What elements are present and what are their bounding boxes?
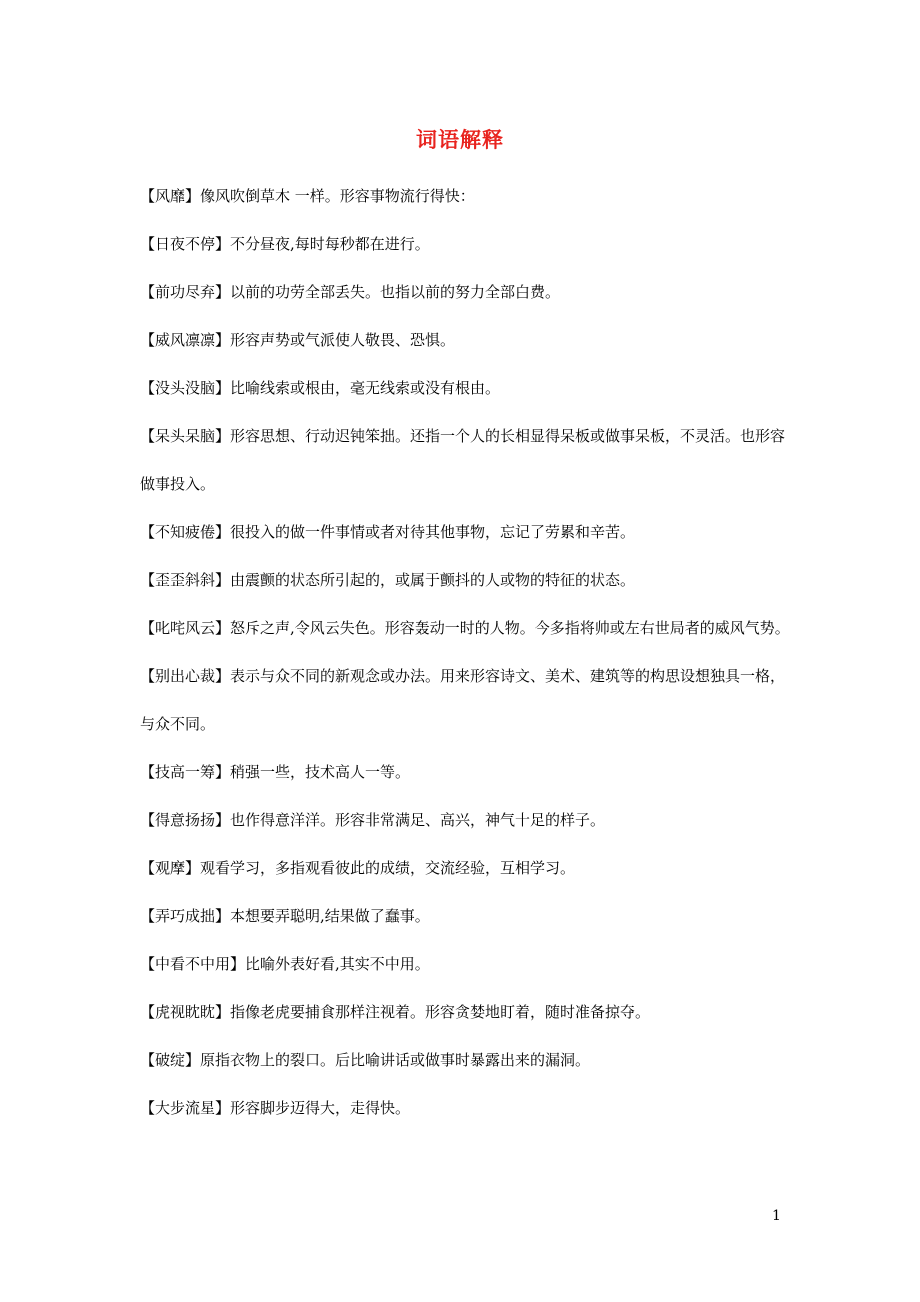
- page-title: 词语解释: [416, 127, 504, 152]
- glossary-entry: 【没头没脑】比喻线索或根由，毫无线索或没有根由。: [140, 379, 501, 397]
- glossary-entry: 【威风凛凛】形容声势或气派使人敬畏、恐惧。: [140, 331, 456, 349]
- glossary-entry: 【前功尽弃】以前的功劳全部丢失。也指以前的努力全部白费。: [140, 283, 561, 301]
- glossary-entry: 【叱咤风云】怒斥之声,令风云失色。形容轰动一时的人物。今多指将帅或左右世局者的威风气势。: [140, 619, 790, 637]
- glossary-entry: 【技高一筹】稍强一些，技术高人一等。: [140, 763, 411, 781]
- glossary-entry: 【日夜不停】不分昼夜,每时每秒都在进行。: [140, 235, 430, 253]
- glossary-entry: 【呆头呆脑】形容思想、行动迟钝笨拙。还指一个人的长相显得呆板或做事呆板，不灵活。也形容做事投入。: [140, 427, 786, 493]
- glossary-entry: 【观摩】观看学习，多指观看彼此的成绩，交流经验，互相学习。: [140, 859, 576, 877]
- glossary-entry: 【得意扬扬】也作得意洋洋。形容非常满足、高兴，神气十足的样子。: [140, 811, 606, 829]
- glossary-entry: 【中看不中用】比喻外表好看,其实不中用。: [140, 955, 430, 973]
- glossary-entry: 【大步流星】形容脚步迈得大，走得快。: [140, 1099, 411, 1117]
- glossary-entry: 【破绽】原指衣物上的裂口。后比喻讲话或做事时暴露出来的漏洞。: [140, 1051, 591, 1069]
- glossary-entry: 【不知疲倦】很投入的做一件事情或者对待其他事物，忘记了劳累和辛苦。: [140, 523, 636, 541]
- page-number: 1: [772, 1208, 781, 1224]
- glossary-entry: 【虎视眈眈】指像老虎要捕食那样注视着。形容贪婪地盯着，随时准备掠夺。: [140, 1003, 651, 1021]
- glossary-entry: 【别出心裁】表示与众不同的新观念或办法。用来形容诗文、美术、建筑等的构思设想独具一格，与众不同。: [140, 667, 786, 733]
- glossary-list: [140, 172, 790, 1132]
- glossary-entry: 【风靡】像风吹倒草木 一样。形容事物流行得快：: [140, 187, 475, 205]
- glossary-entry: 【歪歪斜斜】由震颤的状态所引起的，或属于颤抖的人或物的特征的状态。: [140, 571, 636, 589]
- glossary-entry: 【弄巧成拙】本想要弄聪明,结果做了蠢事。: [140, 907, 430, 925]
